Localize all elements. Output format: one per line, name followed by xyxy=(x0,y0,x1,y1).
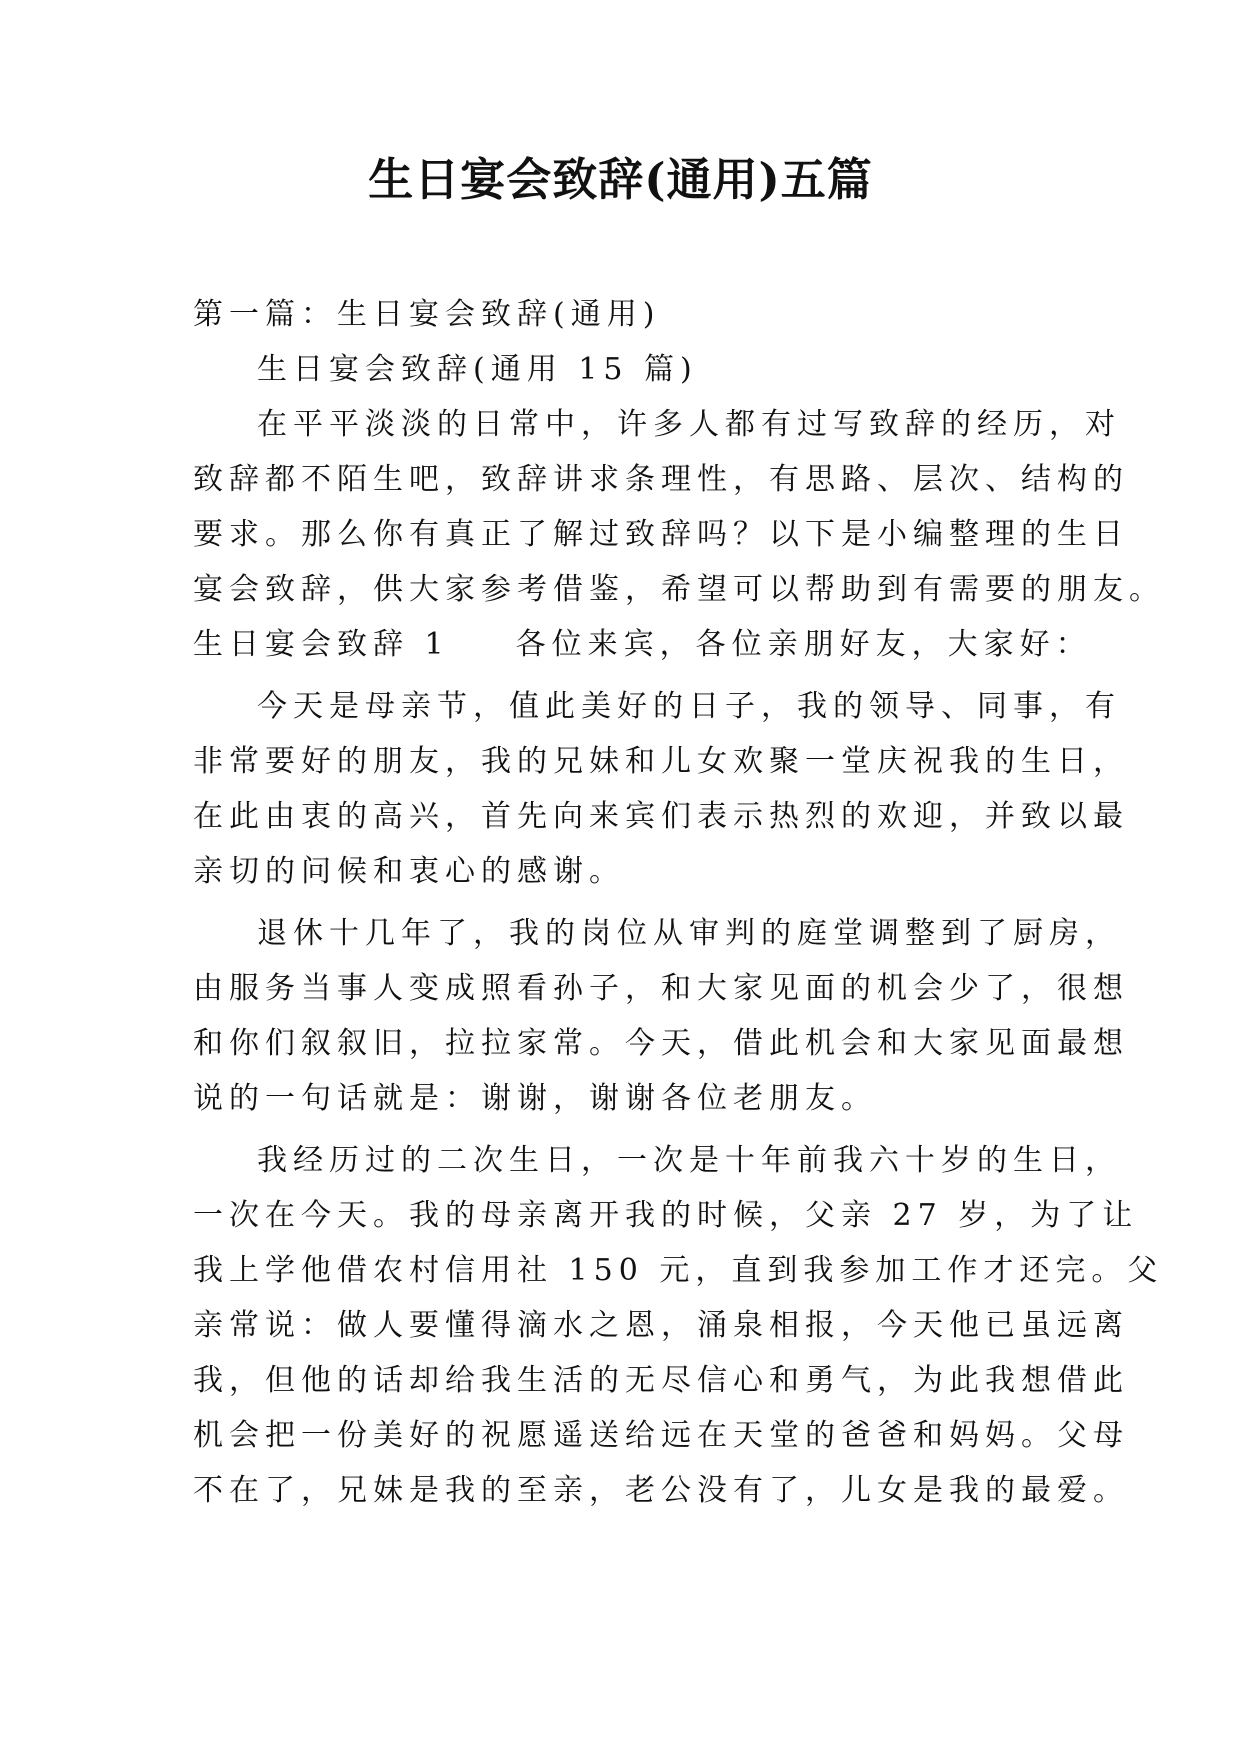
paragraph-line: 致辞都不陌生吧，致辞讲求条理性，有思路、层次、结构的 xyxy=(193,462,1129,497)
paragraph-line: 要求。那么你有真正了解过致辞吗？以下是小编整理的生日 xyxy=(193,517,1129,552)
speech-heading-line xyxy=(193,617,1092,672)
paragraph-line: 我上学他借农村信用社 150 元，直到我参加工作才还完。父 xyxy=(193,1253,1164,1288)
paragraph-line: 我，但他的话却给我生活的无尽信心和勇气，为此我想借此 xyxy=(193,1363,1129,1398)
paragraph-line: 一次在今天。我的母亲离开我的时候，父亲 27 岁，为了让 xyxy=(193,1198,1139,1233)
document-title: 生日宴会致辞(通用)五篇 xyxy=(368,153,873,206)
paragraph-line: 今天是母亲节，值此美好的日子，我的领导、同事，有 xyxy=(257,689,1121,724)
subheading: 生日宴会致辞(通用 15 篇) xyxy=(257,352,698,387)
paragraph-line: 说的一句话就是：谢谢，谢谢各位老朋友。 xyxy=(193,1081,877,1116)
paragraph-line: 由服务当事人变成照看孙子，和大家见面的机会少了，很想 xyxy=(193,971,1129,1006)
document-body xyxy=(193,287,1165,1518)
section-heading: 第一篇：生日宴会致辞(通用) xyxy=(193,297,661,332)
paragraph-line: 退休十几年了，我的岗位从审判的庭堂调整到了厨房， xyxy=(257,916,1121,951)
paragraph-line: 机会把一份美好的祝愿遥送给远在天堂的爸爸和妈妈。父母 xyxy=(193,1418,1129,1453)
paragraph-line: 在此由衷的高兴，首先向来宾们表示热烈的欢迎，并致以最 xyxy=(193,799,1129,834)
paragraph-line: 在平平淡淡的日常中，许多人都有过写致辞的经历，对 xyxy=(257,407,1121,442)
paragraph-line: 我经历过的二次生日，一次是十年前我六十岁的生日， xyxy=(257,1143,1121,1178)
speech-number: 生日宴会致辞 1 xyxy=(193,627,450,662)
paragraph-line: 不在了，兄妹是我的至亲，老公没有了，儿女是我的最爱。 xyxy=(193,1473,1129,1508)
paragraph-line: 亲常说：做人要懂得滴水之恩，涌泉相报，今天他已虽远离 xyxy=(193,1308,1129,1343)
paragraph-line: 和你们叙叙旧，拉拉家常。今天，借此机会和大家见面最想 xyxy=(193,1026,1129,1061)
paragraph-line: 非常要好的朋友，我的兄妹和儿女欢聚一堂庆祝我的生日， xyxy=(193,744,1129,779)
paragraph-line: 亲切的问候和衷心的感谢。 xyxy=(193,854,625,889)
paragraph-line: 宴会致辞，供大家参考借鉴，希望可以帮助到有需要的朋友。 xyxy=(193,572,1165,607)
greeting: 各位来宾，各位亲朋好友，大家好： xyxy=(515,627,1092,662)
